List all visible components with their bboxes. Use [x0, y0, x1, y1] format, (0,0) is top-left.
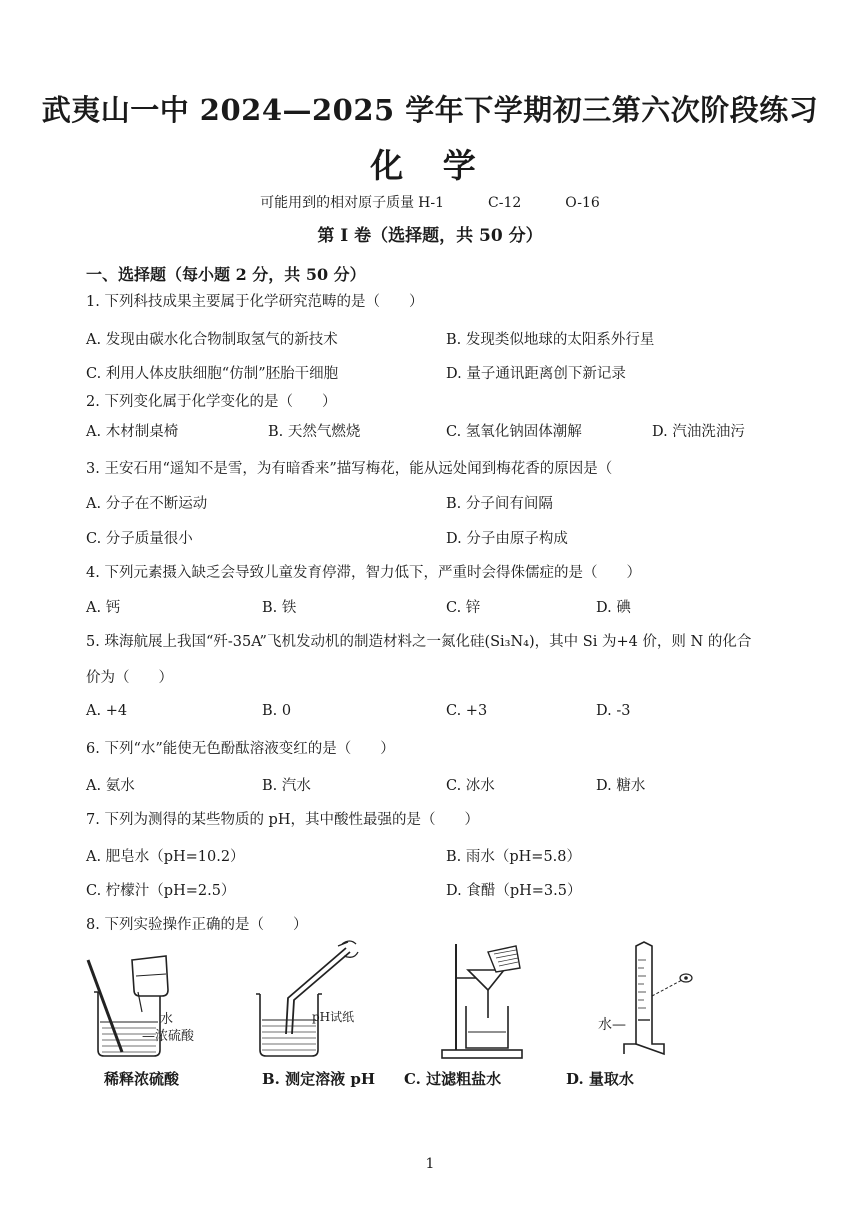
- question-1-stem: 1. 下列科技成果主要属于化学研究范畴的是（ ）: [86, 294, 424, 310]
- q6-option-c: C. 冰水: [446, 778, 495, 794]
- q4-option-d: D. 碘: [596, 600, 631, 616]
- q4-option-c: C. 锌: [446, 600, 481, 616]
- q7-option-c: C. 柠檬汁（pH=2.5）: [86, 883, 236, 899]
- subject-title: 化 学: [370, 146, 490, 185]
- q1-option-b: B. 发现类似地球的太阳系外行星: [446, 332, 655, 348]
- q5-option-b: B. 0: [262, 703, 292, 719]
- question-2-stem: 2. 下列变化属于化学变化的是（ ）: [86, 394, 337, 410]
- q2-option-a: A. 木材制桌椅: [86, 424, 179, 440]
- atomic-mass-c: C-12: [488, 195, 522, 211]
- fig-d-label-water-text: 水: [598, 1017, 612, 1033]
- question-6-stem: 6. 下列“水”能使无色酚酞溶液变红的是（ ）: [86, 741, 395, 757]
- q6-option-a: A. 氨水: [86, 778, 135, 794]
- fig-b-label-ph-paper: pH试纸: [312, 1010, 355, 1024]
- question-4-stem: 4. 下列元素摄入缺乏会导致儿童发育停滞，智力低下，严重时会得侏儒症的是（ ）: [86, 565, 641, 581]
- q2-option-c: C. 氢氧化钠固体潮解: [446, 424, 582, 440]
- question-5-stem: 5. 珠海航展上我国“歼-35A”飞机发动机的制造材料之一氮化硅(Si₃N₄)，其中 Si 为+4 价，则 N 的化合: [86, 634, 752, 650]
- figure-measure-water: [618, 940, 708, 1064]
- q6-option-d: D. 糖水: [596, 778, 646, 794]
- q1-option-a: A. 发现由碳水化合物制取氢气的新技术: [86, 332, 338, 348]
- fig-a-label-water: 水: [160, 1012, 174, 1027]
- atomic-mass-line: [0, 192, 860, 212]
- question-8-stem: 8. 下列实验操作正确的是（ ）: [86, 917, 308, 933]
- q5-option-d: D. -3: [596, 703, 631, 719]
- figure-measure-ph: [250, 938, 360, 1062]
- q2-option-b: B. 天然气燃烧: [268, 424, 361, 440]
- q1-option-c: C. 利用人体皮肤细胞“仿制”胚胎干细胞: [86, 366, 339, 382]
- figure-dilute-acid: [84, 952, 194, 1062]
- section-heading: 一、选择题（每小题 2 分，共 50 分）: [86, 265, 366, 284]
- question-3-stem: 3. 王安石用“遥知不是雪，为有暗香来”描写梅花，能从远处闻到梅花香的原因是（: [86, 461, 613, 477]
- part-heading: 第 I 卷（选择题，共 50 分）: [317, 226, 543, 246]
- q4-option-b: B. 铁: [262, 600, 297, 616]
- q4-option-a: A. 钙: [86, 600, 121, 616]
- q6-option-b: B. 汽水: [262, 778, 311, 794]
- atomic-mass-h: H-1: [418, 195, 445, 211]
- fig-c-caption: C. 过滤粗盐水: [404, 1070, 502, 1088]
- q5-option-c: C. +3: [446, 703, 488, 719]
- fig-a-caption: 稀释浓硫酸: [104, 1070, 180, 1088]
- q7-option-d: D. 食醋（pH=3.5）: [446, 883, 582, 899]
- q1-option-d: D. 量子通讯距离创下新记录: [446, 366, 626, 382]
- q3-option-b: B. 分子间有间隔: [446, 496, 553, 512]
- q3-option-d: D. 分子由原子构成: [446, 531, 568, 547]
- fig-a-label-acid: —浓硫酸: [142, 1029, 195, 1044]
- q2-option-d: D. 汽油洗油污: [652, 424, 745, 440]
- atomic-mass-o: O-16: [565, 195, 600, 211]
- fig-a-label-acid-text: 浓硫酸: [155, 1029, 195, 1044]
- exam-title: 武夷山一中 2024—2025 学年下学期初三第六次阶段练习: [41, 93, 819, 127]
- fig-d-label-water: 水—: [598, 1017, 626, 1033]
- q5-option-a: A. +4: [86, 703, 128, 719]
- fig-d-caption: D. 量取水: [566, 1070, 634, 1088]
- figure-filtration: [438, 940, 538, 1064]
- q3-option-c: C. 分子质量很小: [86, 531, 193, 547]
- fig-b-caption: B. 测定溶液 pH: [262, 1070, 376, 1088]
- q3-option-a: A. 分子在不断运动: [86, 496, 208, 512]
- q7-option-a: A. 肥皂水（pH=10.2）: [86, 849, 245, 865]
- q7-option-b: B. 雨水（pH=5.8）: [446, 849, 582, 865]
- question-5-stem-cont: 价为（ ）: [86, 670, 173, 686]
- page-number: 1: [425, 1156, 435, 1172]
- question-7-stem: 7. 下列为测得的某些物质的 pH，其中酸性最强的是（ ）: [86, 812, 479, 828]
- atomic-mass-label: 可能用到的相对原子质量: [260, 195, 415, 211]
